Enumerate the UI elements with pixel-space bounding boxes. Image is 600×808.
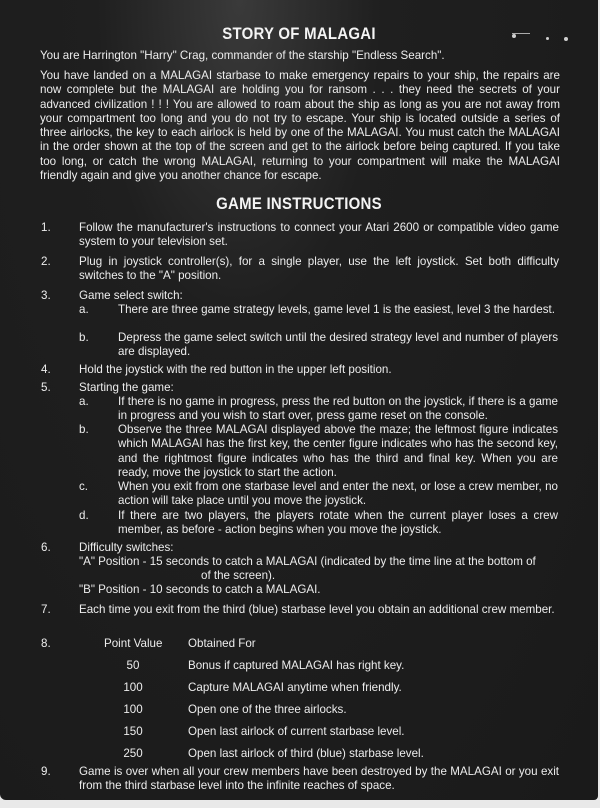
sub-item-label: b.: [79, 423, 89, 436]
item-number: 5.: [41, 381, 51, 394]
points-description: Open one of the three airlocks.: [188, 703, 347, 716]
difficulty-a-cont: of the screen).: [201, 569, 276, 582]
instruction-item: Hold the joystick with the red button in the upper left position.: [79, 363, 392, 376]
obtained-column-header: Obtained For: [188, 637, 256, 650]
points-column-header: Point Value: [104, 637, 163, 650]
instructions-title: GAME INSTRUCTIONS: [216, 194, 382, 213]
story-intro: You are Harrington "Harry" Crag, commander of the starship "Endless Search".: [40, 49, 445, 62]
points-description: Bonus if captured MALAGAI has right key.: [188, 659, 405, 672]
item-number: 6.: [41, 541, 51, 554]
sub-item-text: Observe the three MALAGAI displayed above the maze; the leftmost figure indicates which MALAGAI has the first key, the center figure indicates who has the second key, and the rightmost figure indicates who has the third and final key. When you are ready, move the joystick to start the action.: [118, 423, 558, 479]
points-description: Open last airlock of third (blue) starbase level.: [188, 747, 424, 760]
instruction-item: Game is over when all your crew members have been destroyed by the MALAGAI or you exit from the third starbase level into the infinite reaches of space.: [79, 765, 559, 793]
instruction-item: Plug in joystick controller(s), for a single player, use the left joystick. Set both difficulty switches to the "A" position.: [79, 255, 559, 283]
sub-item-text: If there is no game in progress, press the red button on the joystick, if there is a game in progress and you wish to start over, press game reset on the console.: [118, 395, 558, 423]
item-number: 3.: [41, 289, 51, 302]
difficulty-a: "A" Position - 15 seconds to catch a MALAGAI (indicated by the time line at the bottom of: [79, 555, 536, 568]
sub-item-label: b.: [79, 331, 89, 344]
instruction-item: Follow the manufacturer's instructions to connect your Atari 2600 or compatible video game system to your television set.: [79, 221, 559, 249]
sub-item-text: If there are two players, the players rotate when the current player loses a crew member, as before - action begins when you move the joystick.: [118, 509, 558, 537]
instruction-item: Starting the game:: [79, 381, 174, 394]
points-value: 100: [123, 681, 143, 694]
points-value: 50: [126, 659, 140, 672]
star: [564, 37, 568, 41]
points-value: 250: [123, 747, 143, 760]
story-body: You have landed on a MALAGAI starbase to make emergency repairs to your ship, the repairs are now complete but the MALAGAI are holding you for ransom . . . they need the secrets of your advanced civilization ! ! ! You are allowed to roam about the ship as long as you are not away from your compartment too long and you do not try to escape. Your ship is located outside a series of three airlocks, the key to each airlock is held by one of the MALAGAI. You must catch the MALAGAI in the order shown at the top of the screen and get to the airlock before being captured. If you take too long, or catch the wrong MALAGAI, returning to your compartment will make the MALAGAI friendly again and give you another chance for escape.: [40, 69, 560, 183]
instruction-item: Each time you exit from the third (blue) starbase level you obtain an additional crew member.: [79, 603, 555, 616]
instruction-item: Game select switch:: [79, 289, 183, 302]
points-value: 150: [123, 725, 143, 738]
item-number: 2.: [41, 255, 51, 268]
sub-item-label: c.: [79, 480, 89, 493]
sub-item-text: There are three game strategy levels, game level 1 is the easiest, level 3 the hardest.: [118, 303, 555, 316]
instruction-item: Difficulty switches:: [79, 541, 174, 554]
sub-item-label: a.: [79, 303, 89, 316]
item-number: 4.: [41, 363, 51, 376]
sub-item-text: Depress the game select switch until the desired strategy level and number of players are displayed.: [118, 331, 558, 359]
item-number: 1.: [41, 221, 51, 234]
story-title: STORY OF MALAGAI: [222, 24, 376, 43]
sub-item-label: a.: [79, 395, 89, 408]
sub-item-text: When you exit from one starbase level and enter the next, or lose a crew member, no action will take place until you move the joystick.: [118, 480, 558, 508]
points-description: Capture MALAGAI anytime when friendly.: [188, 681, 402, 694]
points-description: Open last airlock of current starbase level.: [188, 725, 405, 738]
item-number: 9.: [41, 765, 51, 778]
item-number: 8.: [41, 637, 51, 650]
difficulty-b: "B" Position - 10 seconds to catch a MALAGAI.: [79, 583, 321, 596]
sub-item-label: d.: [79, 509, 89, 522]
item-number: 7.: [41, 603, 51, 616]
points-value: 100: [123, 703, 143, 716]
